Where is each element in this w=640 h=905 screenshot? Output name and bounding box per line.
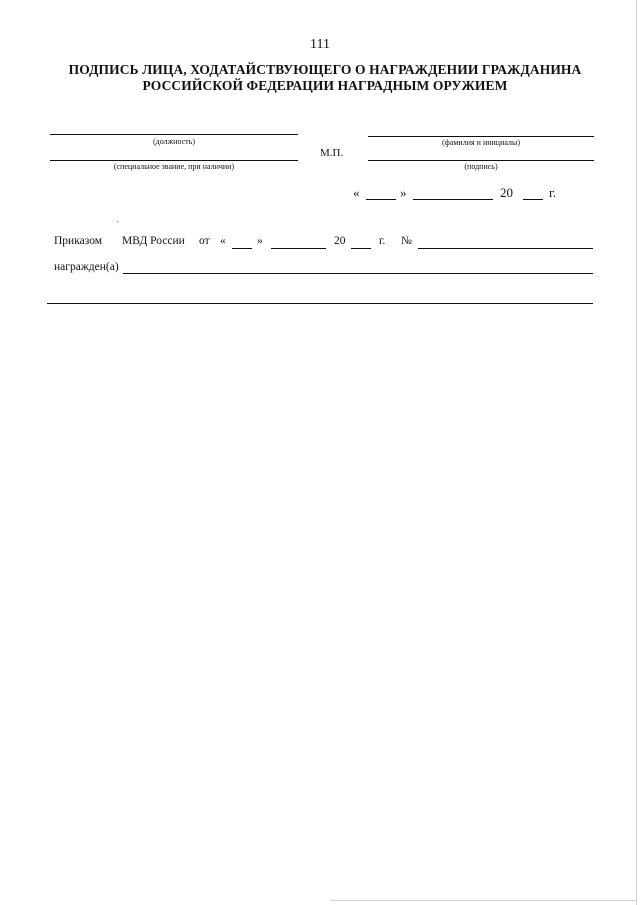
order-day-line[interactable] [232,248,252,249]
order-number-line[interactable] [418,248,593,249]
seal-label: М.П. [320,147,344,159]
position-caption: (должность) [153,137,195,146]
order-ministry: МВД России [122,235,185,247]
order-year-prefix: 20 [334,235,346,247]
order-year-suffix: г. [379,235,386,247]
date-year-line[interactable] [523,199,543,200]
title-line-1: ПОДПИСЬ ЛИЦА, ХОДАТАЙСТВУЮЩЕГО О НАГРАЖДЕНИИ ГРАЖДАНИНА [68,62,582,77]
page-number: 111 [310,37,330,52]
date-year-prefix: 20 [500,185,513,200]
position-line[interactable] [50,134,298,135]
order-number-sign: № [401,235,412,247]
name-line[interactable] [368,136,594,137]
order-open-quote: « [220,235,226,247]
date-day-line[interactable] [366,199,396,200]
rank-caption: (специальное звание, при наличии) [113,162,235,171]
awarded-label: награжден(а) [54,261,119,273]
stray-mark: ` [116,220,119,229]
order-year-line[interactable] [351,248,371,249]
page-edge-bottom [330,900,636,901]
order-month-line[interactable] [271,248,326,249]
date-year-suffix: г. [549,185,557,200]
date-close-quote: » [400,185,407,200]
awarded-line-1[interactable] [123,273,593,274]
date-month-line[interactable] [413,199,493,200]
rank-line[interactable] [50,160,298,161]
signature-caption: (подпись) [464,162,498,171]
awarded-line-2[interactable] [47,303,593,304]
title-line-2: РОССИЙСКОЙ ФЕДЕРАЦИИ НАГРАДНЫМ ОРУЖИЕМ [142,78,508,93]
signature-line[interactable] [368,160,594,161]
order-close-quote: » [257,235,263,247]
name-caption: (фамилия и инициалы) [441,138,521,147]
order-label: Приказом [54,235,103,247]
date-open-quote: « [353,185,360,200]
page-edge-right [636,0,637,905]
order-from: от [199,235,210,247]
